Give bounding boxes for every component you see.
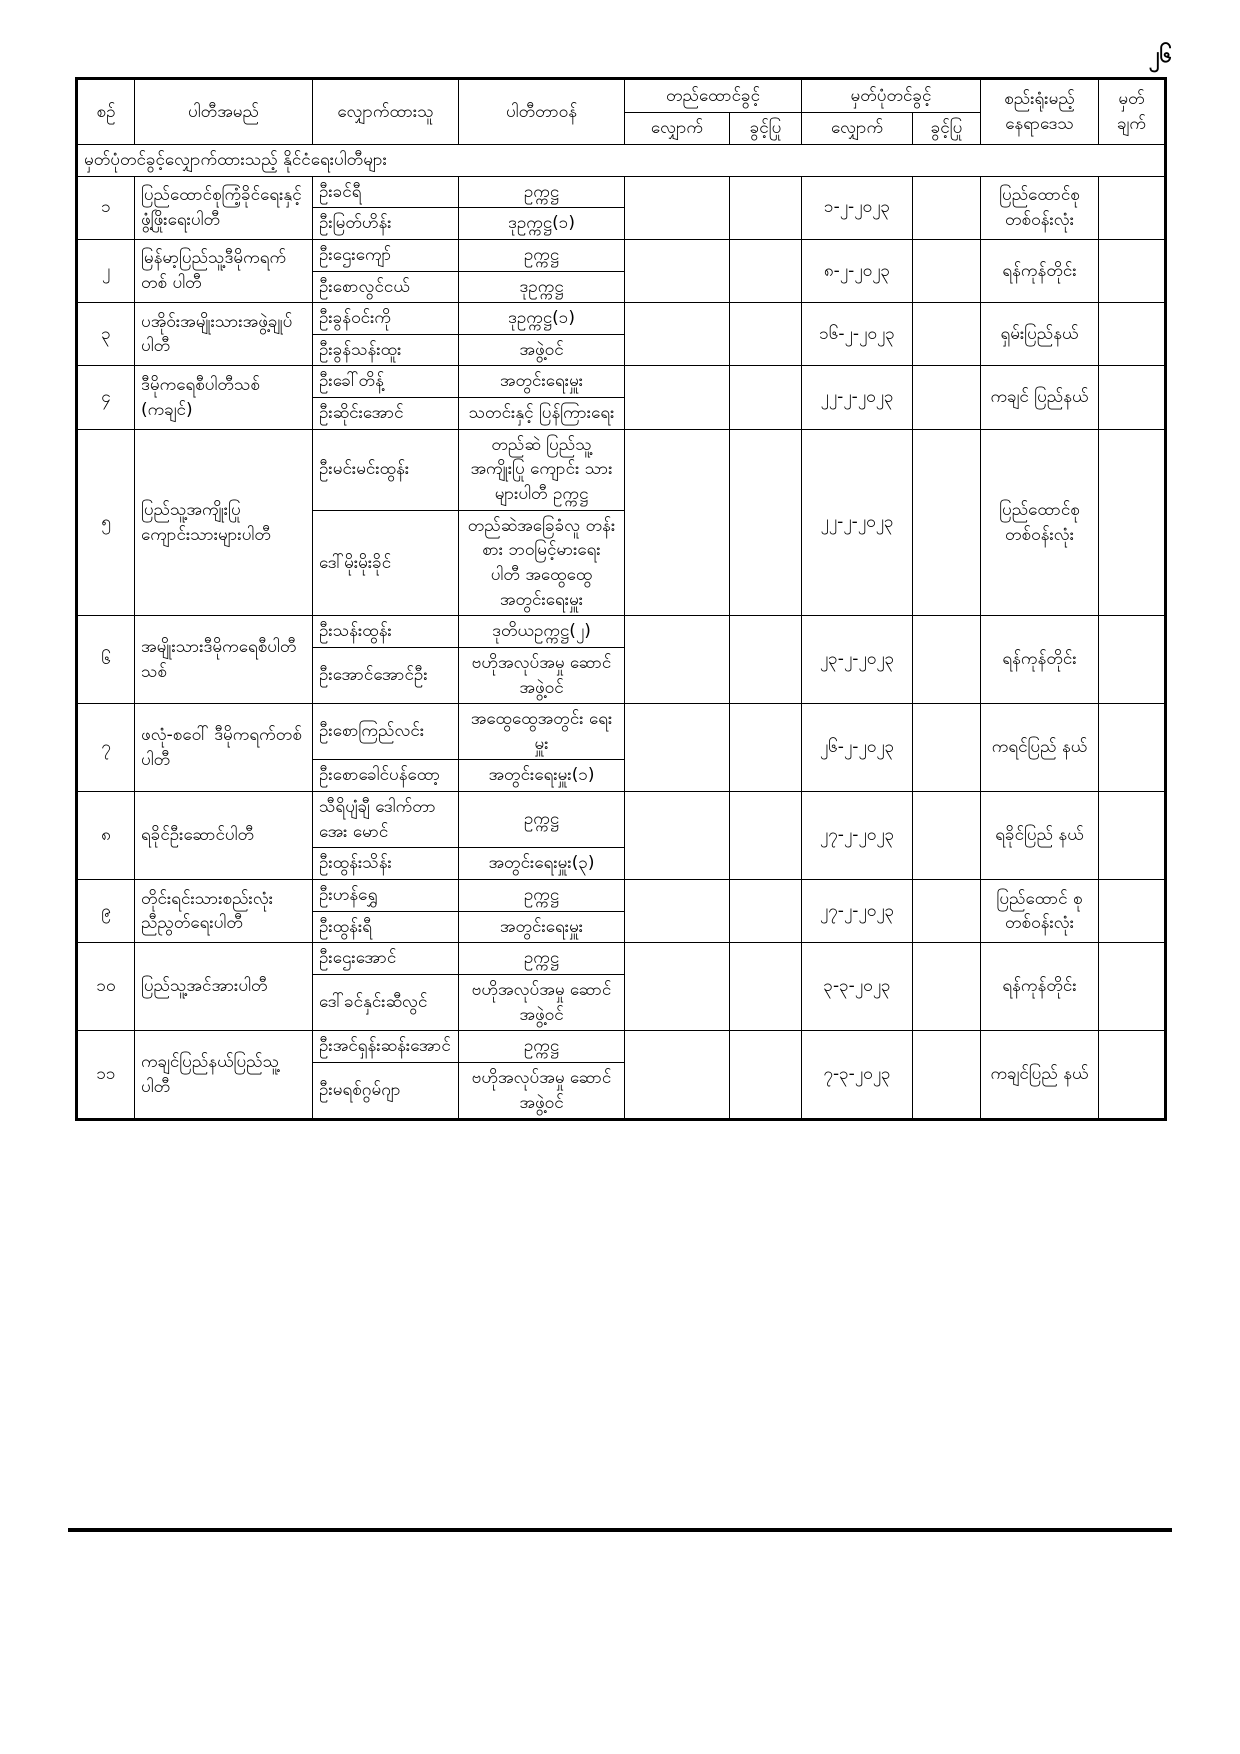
party-registration-table: [75, 77, 1167, 1121]
table-row: [77, 303, 1166, 335]
party-name: ရခိုင်ဦးဆောင်ပါတီ: [135, 792, 313, 880]
est-approve-cell: [730, 366, 802, 429]
applicant-name: ဦးသန်းထွန်း: [313, 616, 459, 648]
party-name: မြန်မာ့ပြည်သူ့ဒီမိုကရက်တစ် ပါတီ: [135, 239, 313, 302]
row-number: ၄: [77, 366, 135, 429]
reg-approve-cell: [913, 366, 981, 429]
party-name: ပြည်ထောင်စုကြံ့ခိုင်ရေးနှင့် ဖွံ့ဖြိုးရေးပါတီ: [135, 176, 313, 239]
organizing-area: ရန်ကုန်တိုင်း: [981, 943, 1099, 1031]
est-approve-cell: [730, 943, 802, 1031]
reg-apply-date: ၃-၃-၂၀၂၃: [802, 943, 913, 1031]
applicant-name: ဦးစောခေါင်ပန်ထော့: [313, 760, 459, 792]
applicant-name: ဦးမြတ်ဟိန်း: [313, 208, 459, 240]
table-row: [77, 943, 1166, 975]
reg-apply-date: ၂၂-၂-၂၀၂၃: [802, 366, 913, 429]
est-approve-cell: [730, 880, 802, 943]
est-apply-cell: [625, 366, 730, 429]
table-row: [77, 176, 1166, 208]
table-row: [77, 366, 1166, 398]
table-row: [77, 429, 1166, 510]
row-number: ၉: [77, 880, 135, 943]
est-approve-cell: [730, 792, 802, 880]
party-position: အတွင်းရေးမှူး: [459, 366, 625, 398]
remark-cell: [1099, 366, 1166, 429]
applicant-name: ဦးဆိုင်းအောင်: [313, 398, 459, 430]
header-registration-permit: မှတ်ပုံတင်ခွင့်: [802, 79, 981, 113]
party-position: ဒုတိယဥက္ကဋ္ဌ(၂): [459, 616, 625, 648]
applicant-name: ဦးထွန်းရီ: [313, 911, 459, 943]
organizing-area: ပြည်ထောင်စု တစ်ဝန်းလုံး: [981, 176, 1099, 239]
party-position: ဗဟိုအလုပ်အမှု ဆောင်အဖွဲ့ဝင်: [459, 647, 625, 703]
header-reg-approve: ခွင့်ပြု: [913, 113, 981, 145]
reg-apply-date: ၂၃-၂-၂၀၂၃: [802, 616, 913, 704]
party-position: ဗဟိုအလုပ်အမှု ဆောင်အဖွဲ့ဝင်: [459, 974, 625, 1030]
est-apply-cell: [625, 880, 730, 943]
organizing-area: ကရင်ပြည် နယ်: [981, 704, 1099, 792]
header-establishment-permit: တည်ထောင်ခွင့်: [625, 79, 802, 113]
page-number: ၂၆: [1148, 43, 1172, 68]
applicant-name: ဦးထွန်းသိန်း: [313, 848, 459, 880]
party-position: အတွင်းရေးမှူး(၁): [459, 760, 625, 792]
row-number: ၅: [77, 429, 135, 615]
est-apply-cell: [625, 176, 730, 239]
party-position: ဥက္ကဋ္ဌ: [459, 943, 625, 975]
table-row: [77, 616, 1166, 648]
party-position: အထွေထွေအတွင်း ရေးမှူး: [459, 704, 625, 760]
organizing-area: ပြည်ထောင် စုတစ်ဝန်းလုံး: [981, 880, 1099, 943]
organizing-area: ရခိုင်ပြည် နယ်: [981, 792, 1099, 880]
applicant-name: ဦးမင်းမင်းထွန်း: [313, 429, 459, 510]
section-title: မှတ်ပုံတင်ခွင့်လျှောက်ထားသည့် နိုင်ငံရေးပါတီများ: [77, 144, 1166, 176]
header-reg-apply: လျှောက်: [802, 113, 913, 145]
applicant-name: ဦးခွန်ဝင်းကို: [313, 303, 459, 335]
party-position: အတွင်းရေးမှူး(၃): [459, 848, 625, 880]
party-position: တည်ဆဲအခြေခံလူ တန်းစား ဘဝမြင့်မားရေး ပါတီ အထွေထွေ အတွင်းရေးမှူး: [459, 510, 625, 616]
applicant-name: ဦးစောကြည်လင်း: [313, 704, 459, 760]
est-approve-cell: [730, 1031, 802, 1120]
row-number: ၁: [77, 176, 135, 239]
header-est-apply: လျှောက်: [625, 113, 730, 145]
reg-apply-date: ၂၇-၂-၂၀၂၃: [802, 880, 913, 943]
remark-cell: [1099, 704, 1166, 792]
organizing-area: ကချင် ပြည်နယ်: [981, 366, 1099, 429]
remark-cell: [1099, 303, 1166, 366]
bottom-divider: [68, 1528, 1172, 1532]
est-apply-cell: [625, 792, 730, 880]
party-position: ဒုဥက္ကဋ္ဌ(၁): [459, 303, 625, 335]
table-row: [77, 704, 1166, 760]
reg-apply-date: ၇-၃-၂၀၂၃: [802, 1031, 913, 1120]
party-position: ဥက္ကဋ္ဌ: [459, 239, 625, 271]
header-position: ပါတီတာဝန်: [459, 79, 625, 145]
est-apply-cell: [625, 943, 730, 1031]
applicant-name: ဦးခေါ်တိန့်: [313, 366, 459, 398]
applicant-name: ဦးစောလွင်ငယ်: [313, 271, 459, 303]
applicant-name: ဒေါ်ခင်နှင်းဆီလွင်: [313, 974, 459, 1030]
party-name: တိုင်းရင်းသားစည်းလုံးညီညွတ်ရေးပါတီ: [135, 880, 313, 943]
est-apply-cell: [625, 429, 730, 615]
applicant-name: ဦးမရစ်ဂွမ်ဂျာ: [313, 1062, 459, 1119]
party-position: ဥက္ကဋ္ဌ: [459, 176, 625, 208]
reg-approve-cell: [913, 880, 981, 943]
organizing-area: ပြည်ထောင်စု တစ်ဝန်းလုံး: [981, 429, 1099, 615]
table-row: [77, 1031, 1166, 1063]
remark-cell: [1099, 616, 1166, 704]
est-approve-cell: [730, 704, 802, 792]
header-est-approve: ခွင့်ပြု: [730, 113, 802, 145]
row-number: ၃: [77, 303, 135, 366]
header-organizing-area: စည်းရုံးမည့် နေရာဒေသ: [981, 79, 1099, 145]
remark-cell: [1099, 239, 1166, 302]
table-row: [77, 792, 1166, 848]
row-number: ၂: [77, 239, 135, 302]
party-position: တည်ဆဲ ပြည်သူ့ အကျိုးပြု ကျောင်း သားများပါတီ ဥက္ကဋ္ဌ: [459, 429, 625, 510]
remark-cell: [1099, 429, 1166, 615]
reg-approve-cell: [913, 1031, 981, 1120]
remark-cell: [1099, 792, 1166, 880]
header-no: စဉ်: [77, 79, 135, 145]
header-party-name: ပါတီအမည်: [135, 79, 313, 145]
est-apply-cell: [625, 1031, 730, 1120]
party-name: အမျိုးသားဒီမိုကရေစီပါတီသစ်: [135, 616, 313, 704]
party-position: ဥက္ကဋ္ဌ: [459, 880, 625, 912]
remark-cell: [1099, 880, 1166, 943]
reg-approve-cell: [913, 616, 981, 704]
applicant-name: ဦးအင်ရှန်းဆန်းအောင်: [313, 1031, 459, 1063]
party-name: ကချင်ပြည်နယ်ပြည်သူ့ပါတီ: [135, 1031, 313, 1120]
reg-apply-date: ၂၆-၂-၂၀၂၃: [802, 704, 913, 792]
party-position: ဒုဥက္ကဋ္ဌ(၁): [459, 208, 625, 240]
est-apply-cell: [625, 303, 730, 366]
reg-approve-cell: [913, 239, 981, 302]
applicant-name: ဦးအောင်အောင်ဦး: [313, 647, 459, 703]
row-number: ၇: [77, 704, 135, 792]
reg-approve-cell: [913, 176, 981, 239]
remark-cell: [1099, 943, 1166, 1031]
organizing-area: ရန်ကုန်တိုင်း: [981, 239, 1099, 302]
party-position: ဒုဥက္ကဋ္ဌ: [459, 271, 625, 303]
row-number: ၆: [77, 616, 135, 704]
party-name: ဖလုံ-စဝေါ် ဒီမိုကရက်တစ်ပါတီ: [135, 704, 313, 792]
party-name: ဒီမိုကရေစီပါတီသစ် (ကချင်): [135, 366, 313, 429]
organizing-area: ကချင်ပြည် နယ်: [981, 1031, 1099, 1120]
header-applicant: လျှောက်ထားသူ: [313, 79, 459, 145]
party-position: ဥက္ကဋ္ဌ: [459, 792, 625, 848]
remark-cell: [1099, 176, 1166, 239]
est-approve-cell: [730, 176, 802, 239]
applicant-name: သီရိပျံချီ ဒေါက်တာအေး မောင်: [313, 792, 459, 848]
organizing-area: ရန်ကုန်တိုင်း: [981, 616, 1099, 704]
table-row: [77, 239, 1166, 271]
party-position: အတွင်းရေးမှူး: [459, 911, 625, 943]
est-approve-cell: [730, 239, 802, 302]
party-name: ပြည်သူ့အင်အားပါတီ: [135, 943, 313, 1031]
est-apply-cell: [625, 616, 730, 704]
party-position: အဖွဲ့ဝင်: [459, 334, 625, 366]
header-remark: မှတ် ချက်: [1099, 79, 1166, 145]
est-apply-cell: [625, 239, 730, 302]
reg-approve-cell: [913, 943, 981, 1031]
reg-apply-date: ၈-၂-၂၀၂၃: [802, 239, 913, 302]
party-name: ပအိုဝ်းအမျိုးသားအဖွဲ့ချုပ်ပါတီ: [135, 303, 313, 366]
row-number: ၁၀: [77, 943, 135, 1031]
reg-approve-cell: [913, 429, 981, 615]
applicant-name: ဦးဟန်ရွှေ: [313, 880, 459, 912]
remark-cell: [1099, 1031, 1166, 1120]
party-name: ပြည်သူ့အကျိုးပြုကျောင်းသားများပါတီ: [135, 429, 313, 615]
est-approve-cell: [730, 429, 802, 615]
row-number: ၈: [77, 792, 135, 880]
applicant-name: ဦးဌေးကျော်: [313, 239, 459, 271]
reg-apply-date: ၂၇-၂-၂၀၂၃: [802, 792, 913, 880]
reg-apply-date: ၁-၂-၂၀၂၃: [802, 176, 913, 239]
applicant-name: ဦးဌေးအောင်: [313, 943, 459, 975]
organizing-area: ရှမ်းပြည်နယ်: [981, 303, 1099, 366]
row-number: ၁၁: [77, 1031, 135, 1120]
applicant-name: ဦးခွန်သန်းထူး: [313, 334, 459, 366]
applicant-name: ဦးခင်ရီ: [313, 176, 459, 208]
est-approve-cell: [730, 616, 802, 704]
party-position: ဥက္ကဋ္ဌ: [459, 1031, 625, 1063]
reg-approve-cell: [913, 792, 981, 880]
party-position: ဗဟိုအလုပ်အမှု ဆောင်အဖွဲ့ဝင်: [459, 1062, 625, 1119]
party-position: သတင်းနှင့် ပြန်ကြားရေး: [459, 398, 625, 430]
reg-apply-date: ၁၆-၂-၂၀၂၃: [802, 303, 913, 366]
table-row: [77, 880, 1166, 912]
reg-approve-cell: [913, 303, 981, 366]
est-apply-cell: [625, 704, 730, 792]
reg-approve-cell: [913, 704, 981, 792]
applicant-name: ဒေါ်မိုးမိုးခိုင်: [313, 510, 459, 616]
est-approve-cell: [730, 303, 802, 366]
reg-apply-date: ၂၂-၂-၂၀၂၃: [802, 429, 913, 615]
